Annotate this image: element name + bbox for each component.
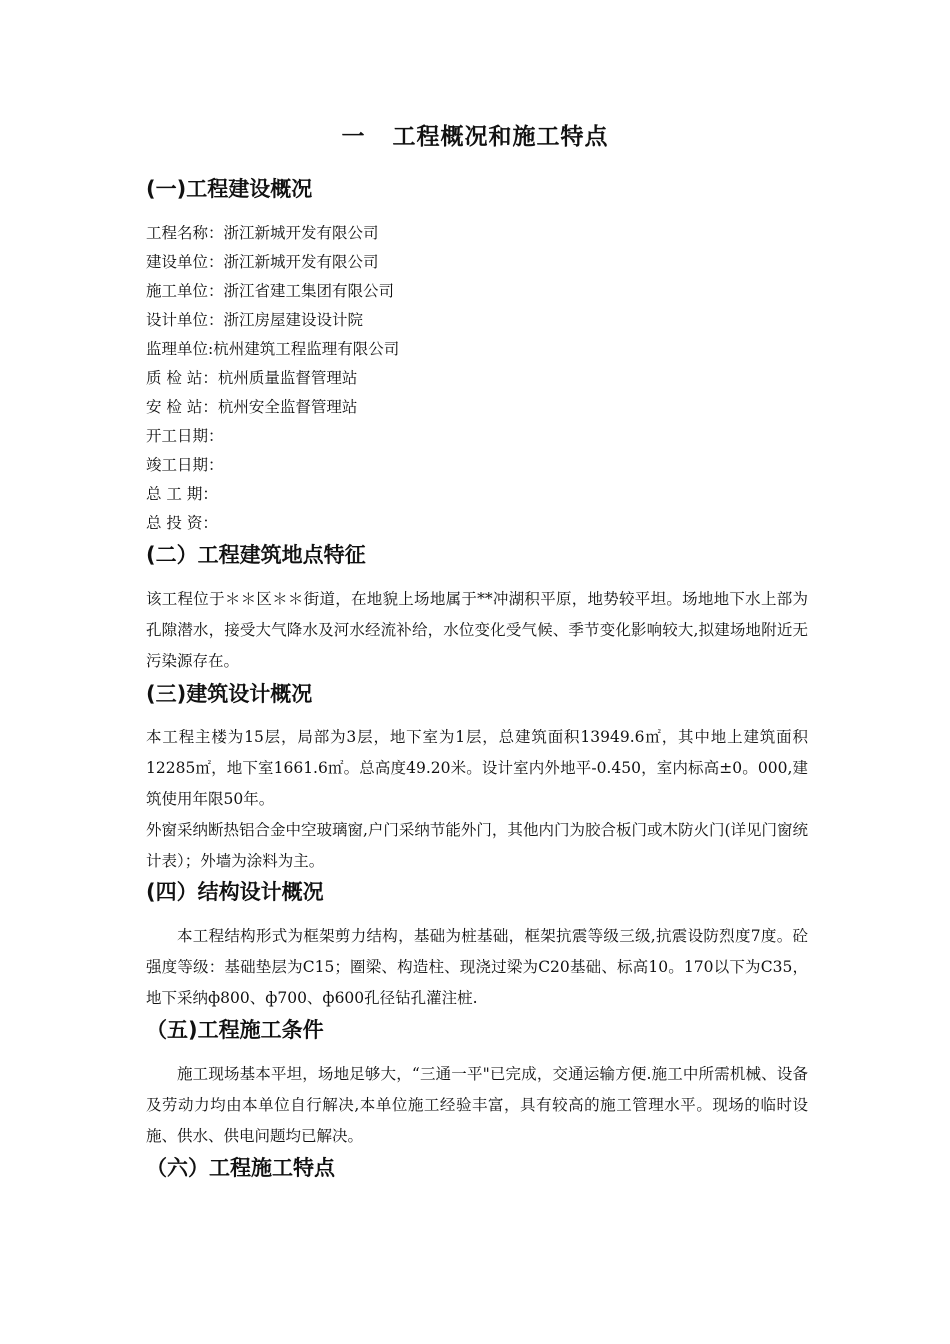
info-contractor: 施工单位：浙江省建工集团有限公司 [146, 282, 395, 300]
section-heading-2: (二）工程建筑地点特征 [146, 543, 366, 567]
info-completion-date: 竣工日期： [146, 456, 224, 474]
section-heading-4: (四）结构设计概况 [146, 880, 324, 904]
info-client: 建设单位：浙江新城开发有限公司 [146, 253, 379, 271]
section-heading-6: （六）工程施工特点 [146, 1156, 335, 1180]
project-info-list [146, 219, 399, 538]
info-supervisor: 监理单位:杭州建筑工程监理有限公司 [146, 340, 400, 358]
section-4-paragraph: 本工程结构形式为框架剪力结构，基础为桩基础，框架抗震等级三级,抗震设防烈度7度。砼强度等级：基础垫层为C15；圈梁、构造柱、现浇过梁为C20基础、标高10。170以下为C35，地下采纳ф800、ф700、ф600孔径钻孔灌注桩. [146, 927, 808, 1007]
info-project-name: 工程名称：浙江新城开发有限公司 [146, 224, 379, 242]
info-safety-station: 安 检 站：杭州安全监督管理站 [146, 398, 358, 416]
info-total-investment: 总 投 资： [146, 514, 218, 532]
section-heading-1: (一)工程建设概况 [146, 177, 313, 201]
info-designer: 设计单位：浙江房屋建设设计院 [146, 311, 364, 329]
page-title: 一 工程概况和施工特点 [341, 124, 609, 150]
section-5-paragraph: 施工现场基本平坦，场地足够大，“三通一平"已完成，交通运输方便.施工中所需机械、设备及劳动力均由本单位自行解决,本单位施工经验丰富，具有较高的施工管理水平。现场的临时设施、供水、供电问题均已解决。 [146, 1065, 808, 1145]
info-total-duration: 总 工 期： [146, 485, 218, 503]
section-3-paragraph-2: 外窗采纳断热铝合金中空玻璃窗,户门采纳节能外门，其他内门为胶合板门或木防火门(详见门窗统计表）；外墙为涂料为主。 [146, 821, 808, 870]
section-2-paragraph: 该工程位于＊＊区＊＊街道，在地貌上场地属于**冲湖积平原，地势较平坦。场地地下水上部为孔隙潜水，接受大气降水及河水经流补给，水位变化受气候、季节变化影响较大,拟建场地附近无污染源存在。 [146, 590, 808, 670]
info-quality-station: 质 检 站：杭州质量监督管理站 [146, 369, 358, 387]
section-heading-3: (三)建筑设计概况 [146, 682, 313, 706]
section-3-paragraph-1: 本工程主楼为15层，局部为3层，地下室为1层，总建筑面积13949.6㎡，其中地上建筑面积12285㎡，地下室1661.6㎡。总高度49.20米。设计室内外地平-0.450，室内标高±0。000,建筑使用年限50年。 [146, 728, 808, 808]
section-heading-5: （五)工程施工条件 [146, 1018, 324, 1042]
info-start-date: 开工日期： [146, 427, 224, 445]
